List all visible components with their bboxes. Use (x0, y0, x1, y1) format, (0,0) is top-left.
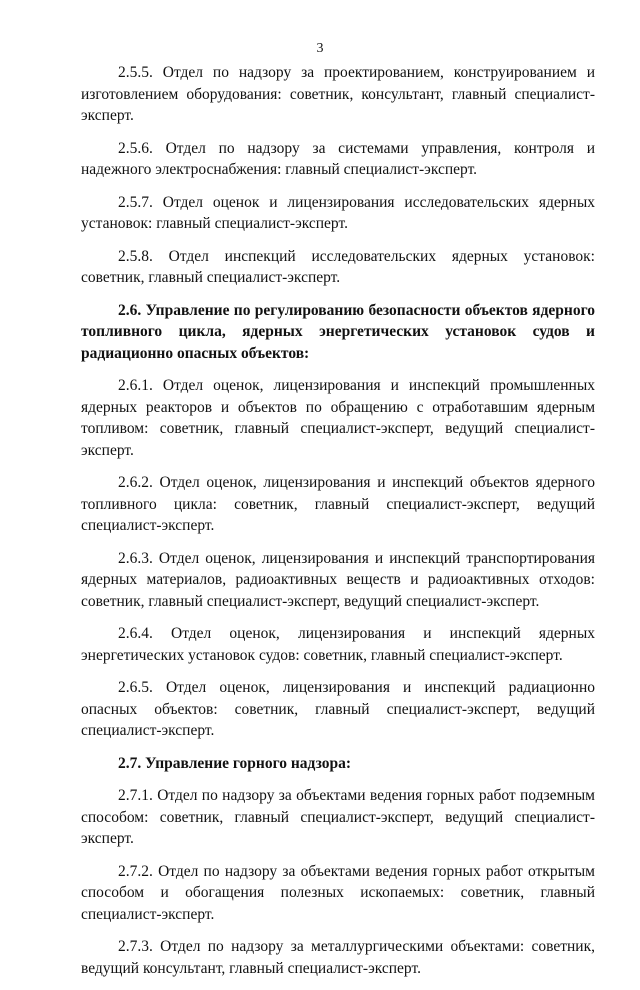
paragraph-2-6-1: 2.6.1. Отдел оценок, лицензирования и инспекций промышленных ядерных реакторов и объектов по обращению с отработавшим ядерным топливом: советник, главный специалист-эксперт, ведущий специалист-эксперт. (81, 377, 595, 459)
paragraph-2-5-7: 2.5.7. Отдел оценок и лицензирования исследовательских ядерных установок: главный специалист-эксперт. (81, 193, 595, 232)
paragraph-2-7-2: 2.7.2. Отдел по надзору за объектами ведения горных работ открытым способом и обогащения полезных ископаемых: советник, главный специалист-эксперт. (81, 862, 595, 923)
section-heading-2-7: 2.7. Управление горного надзора: (118, 754, 351, 772)
page-number: 3 (316, 41, 324, 56)
paragraph-2-6-5: 2.6.5. Отдел оценок, лицензирования и инспекций радиационно опасных объектов: советник, главный специалист-эксперт, ведущий специалист-эксперт. (81, 679, 595, 739)
paragraph-2-6-3: 2.6.3. Отдел оценок, лицензирования и инспекций транспортирования ядерных материалов, радиоактивных веществ и радиоактивных отходов: советник, главный специалист-эксперт, ведущий специалист-эксперт. (81, 549, 595, 610)
section-heading-2-6: 2.6. Управление по регулированию безопасности объектов ядерного топливного цикла, ядерных энергетических установок судов и радиационно опасных объектов: (81, 301, 595, 362)
paragraph-2-7-3: 2.7.3. Отдел по надзору за металлургическими объектами: советник, ведущий консультант, главный специалист-эксперт. (81, 938, 595, 977)
document-body (81, 62, 595, 990)
paragraph-2-7-1: 2.7.1. Отдел по надзору за объектами ведения горных работ подземным способом: советник, главный специалист-эксперт, ведущий специалист-эксперт. (81, 787, 595, 847)
paragraph-2-6-4: 2.6.4. Отдел оценок, лицензирования и инспекций ядерных энергетических установок судов: советник, главный специалист-эксперт. (81, 625, 595, 664)
paragraph-2-5-8: 2.5.8. Отдел инспекций исследовательских ядерных установок: советник, главный специалист-эксперт. (81, 247, 595, 286)
paragraph-2-6-2: 2.6.2. Отдел оценок, лицензирования и инспекций объектов ядерного топливного цикла: советник, главный специалист-эксперт, ведущий специалист-эксперт. (81, 474, 595, 534)
paragraph-2-5-5: 2.5.5. Отдел по надзору за проектированием, конструированием и изготовлением оборудования: советник, консультант, главный специалист-эксперт. (81, 64, 595, 124)
paragraph-2-5-6: 2.5.6. Отдел по надзору за системами управления, контроля и надежного электроснабжения: главный специалист-эксперт. (81, 139, 595, 178)
